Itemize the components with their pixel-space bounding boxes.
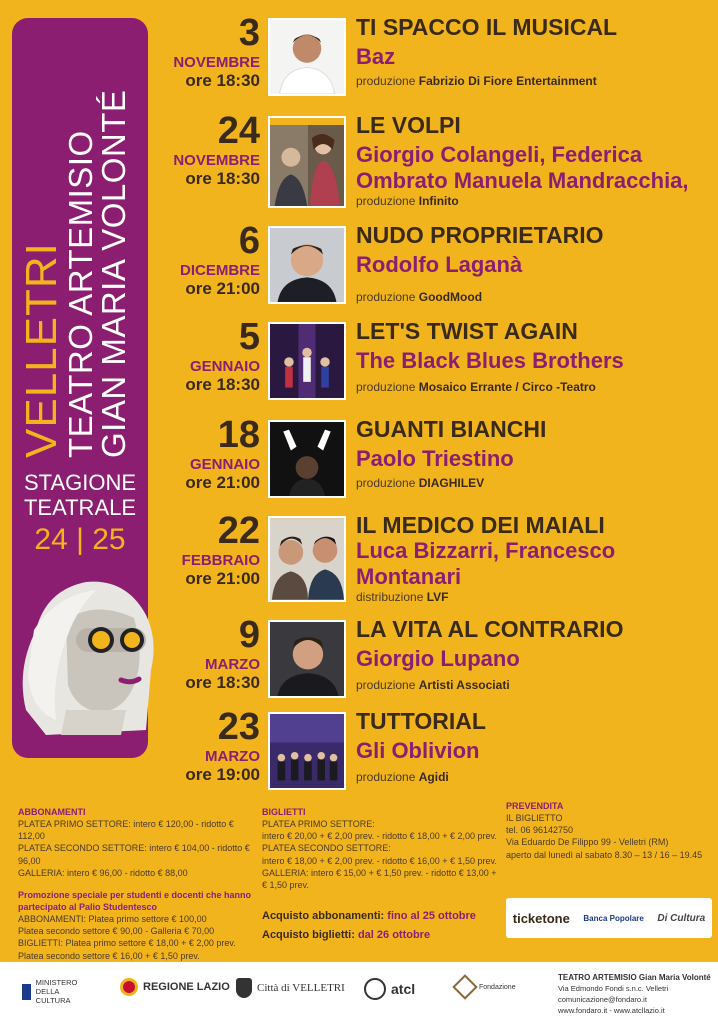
event-month: GENNAIO <box>189 456 260 473</box>
event-item <box>160 512 710 616</box>
event-production <box>356 290 716 304</box>
season-line2: TEATRALE <box>23 495 137 521</box>
production-label: produzione <box>356 194 416 209</box>
presale-block <box>506 800 706 861</box>
production-label: produzione <box>356 678 416 693</box>
event-info <box>356 14 716 88</box>
event-title: NUDO PROPRIETARIO <box>356 222 604 248</box>
contact-line: Via Edmondo Fondi s.n.c. Velletri <box>558 983 669 993</box>
presale-line: Via Eduardo De Filippo 99 - Velletri (RM) <box>506 837 669 848</box>
purchase-value: dal 26 ottobre <box>357 928 431 941</box>
event-production <box>356 770 716 784</box>
event-photo <box>268 516 346 602</box>
event-artist: The Black Blues Brothers <box>356 348 624 374</box>
ticket-line: PLATEA PRIMO SETTORE: <box>262 819 375 830</box>
event-title: LA VITA AL CONTRARIO <box>356 616 624 642</box>
event-item <box>160 112 710 222</box>
event-title: GUANTI BIANCHI <box>356 416 547 442</box>
production-label: produzione <box>356 290 416 305</box>
production-company: Artisti Associati <box>418 678 510 693</box>
event-day: 3 <box>238 12 260 54</box>
event-time: ore 21:00 <box>185 279 260 298</box>
purchase-value: fino al 25 ottobre <box>387 909 476 922</box>
season-years: 24 | 25 <box>34 522 126 556</box>
event-item <box>160 318 710 416</box>
season-line1: STAGIONE <box>23 470 137 495</box>
production-label: distribuzione <box>356 590 424 605</box>
event-item <box>160 14 710 112</box>
event-production <box>356 590 716 604</box>
event-artist: Rodolfo Laganà <box>356 252 523 278</box>
atcl-logo <box>364 978 415 1000</box>
velletri-logo <box>236 978 345 998</box>
production-label: produzione <box>356 476 416 491</box>
event-item <box>160 416 710 512</box>
event-title: LET'S TWIST AGAIN <box>356 318 578 344</box>
event-photo <box>268 712 346 790</box>
ticket-partners <box>506 898 712 938</box>
event-date <box>140 512 260 589</box>
sponsor-footer <box>0 962 718 1024</box>
ministry-logo <box>22 978 92 1005</box>
event-photo <box>268 18 346 96</box>
theatre-name-line2: GIAN MARIA VOLONTÉ <box>95 89 132 458</box>
event-time: ore 19:00 <box>185 765 260 784</box>
presale-heading: PREVENDITA <box>506 801 564 811</box>
lazio-icon <box>120 978 138 996</box>
subscription-line: GALLERIA: intero € 96,00 - ridotto € 88,00 <box>18 867 188 878</box>
event-photo <box>268 420 346 498</box>
atcl-icon <box>364 978 386 1000</box>
production-label: produzione <box>356 74 416 89</box>
event-artist: Giorgio Lupano <box>356 646 520 672</box>
event-title: LE VOLPI <box>356 112 461 138</box>
season-label <box>12 470 148 557</box>
event-info <box>356 416 716 490</box>
event-production <box>356 380 716 394</box>
ticket-line: intero € 20,00 + € 2,00 prev. - ridotto € 18,00 + € 2,00 prev. <box>262 831 497 842</box>
event-photo <box>268 116 346 208</box>
event-artist: Paolo Triestino <box>356 446 514 472</box>
event-photo <box>268 226 346 304</box>
tickets-block <box>262 806 502 943</box>
event-info <box>356 616 716 692</box>
ticket-purchase-dates <box>262 928 502 943</box>
event-title: TI SPACCO IL MUSICAL <box>356 14 618 40</box>
event-item <box>160 708 710 800</box>
event-date <box>140 222 260 299</box>
event-artist: Baz <box>356 44 396 70</box>
event-month: MARZO <box>205 748 260 765</box>
event-item <box>160 222 710 318</box>
foundation-logo <box>456 978 516 996</box>
events-list <box>160 14 710 800</box>
contact-line: www.fondaro.it - www.atcllazio.it <box>558 1005 665 1015</box>
event-photo <box>268 620 346 698</box>
production-company: DIAGHILEV <box>418 476 485 491</box>
event-time: ore 18:30 <box>185 169 260 188</box>
foundation-icon <box>452 974 477 999</box>
subscription-purchase-dates <box>262 909 502 924</box>
purchase-label: Acquisto abbonamenti: <box>262 909 385 922</box>
event-day: 6 <box>238 220 260 262</box>
bank-logo: Banca Popolare <box>583 913 644 923</box>
event-photo <box>268 322 346 400</box>
tickets-heading: BIGLIETTI <box>262 807 306 817</box>
event-production <box>356 476 716 490</box>
event-date <box>140 416 260 493</box>
lazio-logo <box>120 978 230 996</box>
contact-line: comunicazione@fondaro.it <box>558 994 647 1004</box>
event-title: TUTTORIAL <box>356 708 486 734</box>
subscriptions-block <box>18 806 254 974</box>
ticket-line: PLATEA SECONDO SETTORE: <box>262 843 391 854</box>
ticket-line: GALLERIA: intero € 15,00 + € 1,50 prev. - ridotto € 13,00 + € 1,50 prev. <box>262 867 497 890</box>
velletri-label: Città di VELLETRI <box>257 982 345 994</box>
presale-line: IL BIGLIETTO <box>506 813 563 824</box>
event-day: 9 <box>238 614 260 656</box>
promo-line: ABBONAMENTI: Platea primo settore € 100,00 <box>18 914 207 925</box>
event-date <box>140 14 260 91</box>
contact-title: TEATRO ARTEMISIO Gian Maria Volonté <box>558 973 711 982</box>
event-day: 18 <box>217 414 260 456</box>
event-date <box>140 616 260 693</box>
event-item <box>160 616 710 708</box>
event-month: DICEMBRE <box>179 262 260 279</box>
event-info <box>356 512 716 604</box>
promo-line: Platea secondo settore € 16,00 + € 1,50 prev. <box>18 950 200 961</box>
ministry-icon <box>22 984 31 1000</box>
event-month: MARZO <box>205 656 260 673</box>
production-company: Infinito <box>418 194 459 209</box>
promo-line: BIGLIETTI: Platea primo settore € 18,00 + € 2,00 prev. <box>18 938 236 949</box>
event-day: 5 <box>238 316 260 358</box>
foundation-label: Fondazione <box>479 983 516 991</box>
dicultura-logo: Di Cultura <box>657 912 706 924</box>
event-production <box>356 678 716 692</box>
production-company: Agidi <box>418 770 449 785</box>
production-company: GoodMood <box>418 290 483 305</box>
event-month: NOVEMBRE <box>173 54 260 71</box>
city-name: VELLETRI <box>17 242 66 458</box>
event-time: ore 21:00 <box>185 569 260 588</box>
theatre-name-line1: TEATRO ARTEMISIO <box>62 130 99 458</box>
production-company: Mosaico Errante / Circo -Teatro <box>418 380 596 395</box>
event-time: ore 18:30 <box>185 673 260 692</box>
event-artist: Gli Oblivion <box>356 738 480 764</box>
event-title: IL MEDICO DEI MAIALI <box>356 512 605 538</box>
event-day: 22 <box>217 510 260 552</box>
subscription-line: PLATEA SECONDO SETTORE: intero € 104,00 - ridotto € 96,00 <box>18 843 250 866</box>
crest-icon <box>236 978 252 998</box>
production-label: produzione <box>356 770 416 785</box>
event-day: 24 <box>217 110 260 152</box>
event-month: GENNAIO <box>189 358 260 375</box>
production-company: Fabrizio Di Fiore Entertainment <box>418 74 597 89</box>
event-time: ore 18:30 <box>185 71 260 90</box>
subscription-line: PLATEA PRIMO SETTORE: intero € 120,00 - ridotto € 112,00 <box>18 819 234 842</box>
event-month: NOVEMBRE <box>173 152 260 169</box>
production-company: LVF <box>426 590 449 605</box>
atcl-label: atcl <box>391 981 416 997</box>
presale-line: tel. 06 96142750 <box>506 825 574 836</box>
event-info <box>356 222 716 304</box>
subscriptions-heading: ABBONAMENTI <box>18 807 86 817</box>
event-info <box>356 318 716 394</box>
event-date <box>140 318 260 395</box>
contact-info <box>558 972 711 1017</box>
vertical-title <box>17 38 132 458</box>
event-time: ore 18:30 <box>185 375 260 394</box>
ministry-label: MINISTERO DELLA CULTURA <box>35 978 78 1005</box>
ticket-line: intero € 18,00 + € 2,00 prev. - ridotto € 16,00 + € 1,50 prev. <box>262 855 497 866</box>
event-date <box>140 708 260 785</box>
presale-line: aperto dal lunedì al sabato 8.30 – 13 / 16 – 19.45 <box>506 849 703 860</box>
event-date <box>140 112 260 189</box>
event-artist: Giorgio Colangeli, Federica Ombrato Manuela Mandracchia, <box>356 142 689 194</box>
promo-line: Platea secondo settore € 90,00 - Galleria € 70,00 <box>18 926 215 937</box>
event-production <box>356 194 716 208</box>
event-artist: Luca Bizzarri, Francesco Montanari <box>356 538 616 590</box>
event-info <box>356 112 716 208</box>
event-production <box>356 74 716 88</box>
event-info <box>356 708 716 784</box>
event-month: FEBBRAIO <box>181 552 260 569</box>
ticketone-logo: ticketone <box>512 910 570 926</box>
promo-heading: Promozione speciale per studenti e docenti che hanno partecipato al Palio Studentesco <box>18 889 252 912</box>
lazio-label: REGIONE LAZIO <box>143 981 230 993</box>
event-time: ore 21:00 <box>185 473 260 492</box>
production-label: produzione <box>356 380 416 395</box>
purchase-label: Acquisto biglietti: <box>262 928 355 941</box>
event-day: 23 <box>217 706 260 748</box>
